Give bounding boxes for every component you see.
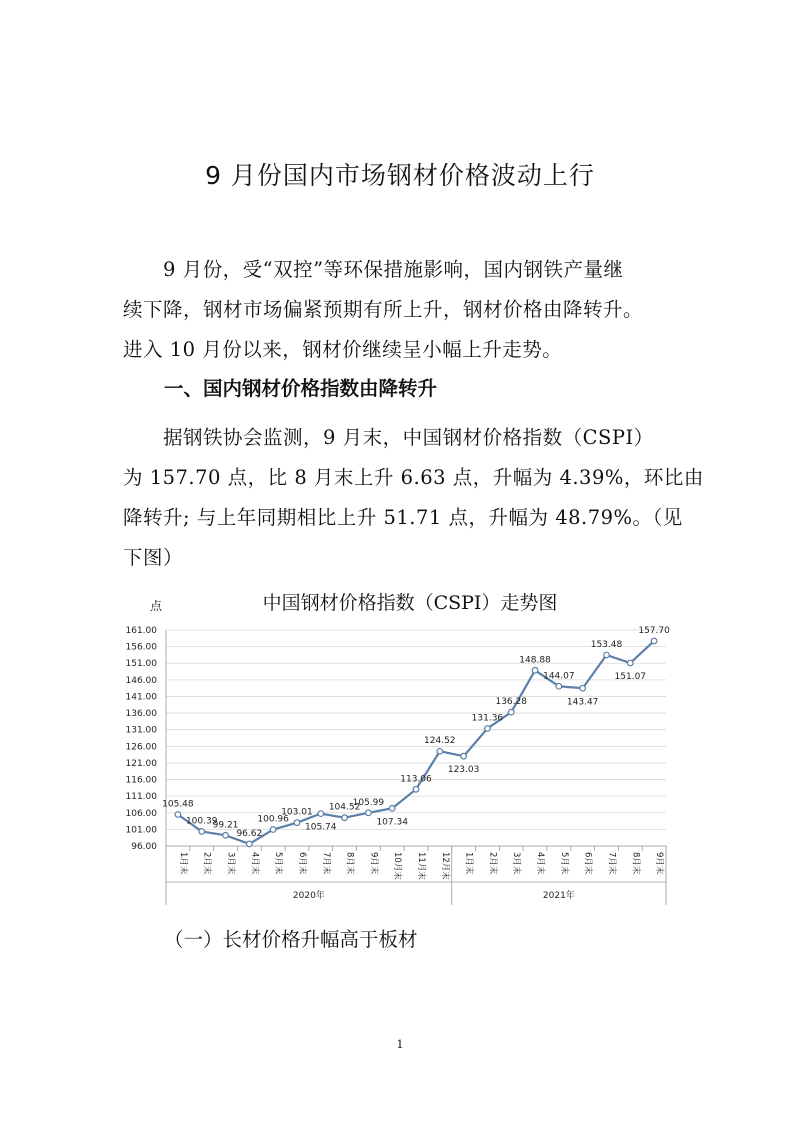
x-category-label: 3月末 [511,852,522,875]
data-label: 99.21 [212,820,239,831]
data-point [627,660,633,666]
x-category-label: 6月末 [296,852,307,875]
data-point [294,820,300,826]
page-number: 1 [396,1038,404,1051]
chart-y-unit: 点 [150,599,163,613]
intro-line-1: 9 月份，受“双控”等环保措施影响，国内钢铁产量继 [163,258,624,281]
y-tick-label: 146.00 [125,675,157,686]
data-point [485,726,491,732]
x-category-label: 11月末 [416,852,426,880]
data-point [651,638,657,644]
data-point [604,652,610,658]
data-label: 105.48 [162,799,194,810]
data-label: 105.74 [305,822,337,833]
y-tick-label: 111.00 [125,792,157,803]
data-point [413,787,419,793]
y-tick-label: 151.00 [125,659,157,670]
intro-line-2: 续下降，钢材市场偏紧预期有所上升，钢材价格由降转升。 [123,298,644,321]
data-label: 123.03 [447,765,480,776]
data-point [247,841,253,847]
intro-line-3: 进入 10 月份以来，钢材价继续呈小幅上升走势。 [123,338,563,361]
y-tick-label: 141.00 [125,692,157,703]
x-category-label: 5月末 [558,852,569,875]
x-category-label: 3月末 [225,852,236,875]
cspi-line-1: 据钢铁协会监测，9 月末，中国钢材价格指数（CSPI） [163,426,654,449]
cspi-line-4: 下图） [123,546,184,569]
data-label: 103.01 [281,807,313,818]
data-label: 153.48 [590,639,623,650]
data-label: 144.07 [543,671,575,682]
data-point [437,748,443,754]
page-title: 9 月份国内市场钢材价格波动上行 [205,161,595,190]
data-point [556,683,562,689]
data-point [223,833,229,839]
data-point [270,827,276,833]
x-category-label: 8月末 [344,852,355,875]
x-category-label: 5月末 [273,852,284,875]
subsection-heading: （一）长材价格升幅高于板材 [164,928,418,951]
data-label: 104.52 [328,802,361,813]
y-tick-label: 106.00 [125,808,157,819]
x-category-label: 1月末 [463,852,474,875]
data-label: 143.47 [566,697,599,708]
data-point [508,709,514,715]
x-category-label: 7月末 [320,852,331,875]
data-label: 96.62 [236,828,263,839]
y-tick-label: 121.00 [125,758,157,769]
x-category-label: 4月末 [535,852,546,875]
data-label: 148.88 [519,655,551,666]
data-point [175,812,181,818]
data-point [580,685,586,691]
x-category-label: 2月末 [487,852,498,875]
data-label: 100.39 [185,816,218,827]
data-point [366,810,372,816]
year-group-label: 2020年 [292,891,325,901]
x-category-label: 10月末 [392,852,403,880]
y-tick-label: 96.00 [131,842,157,852]
data-label: 151.07 [614,671,647,682]
y-tick-label: 131.00 [125,725,157,736]
y-tick-label: 126.00 [125,742,157,753]
y-tick-label: 116.00 [125,775,157,786]
data-label: 136.28 [495,697,527,708]
data-label: 113.06 [400,774,432,785]
x-category-label: 6月末 [582,852,593,875]
data-label: 131.36 [471,713,504,724]
data-label: 107.34 [376,817,408,828]
x-category-label: 4月末 [249,852,260,875]
x-category-label: 9月末 [654,852,665,875]
x-category-label: 8月末 [630,852,641,875]
year-group-label: 2021年 [542,891,575,901]
data-point [342,815,348,821]
y-tick-label: 161.00 [125,626,157,636]
data-label: 124.52 [424,736,456,747]
chart-title: 中国钢材价格指数（CSPI）走势图 [262,592,558,614]
data-point [532,667,538,673]
data-point [318,811,324,817]
y-tick-label: 156.00 [125,642,157,653]
data-point [461,753,467,759]
section-heading-1: 一、国内钢材价格指数由降转升 [164,377,438,400]
data-label: 105.99 [352,797,385,808]
x-category-label: 2月末 [201,852,212,875]
cspi-line-2: 为 157.70 点，比 8 月末上升 6.63 点，升幅为 4.39%，环比由 [123,466,704,489]
x-category-label: 9月末 [368,852,379,875]
y-tick-label: 101.00 [125,825,157,836]
cspi-line-3: 降转升; 与上年同期相比上升 51.71 点，升幅为 48.79%。（见 [123,506,683,529]
data-label: 157.70 [638,625,670,636]
x-category-label: 7月末 [606,852,617,875]
cspi-series-line [178,641,654,844]
x-category-label: 1月末 [177,852,188,875]
data-point [389,806,395,812]
data-label: 100.96 [257,814,289,825]
x-category-label: 12月末 [439,852,450,880]
y-tick-label: 136.00 [125,709,157,720]
data-point [199,829,205,835]
